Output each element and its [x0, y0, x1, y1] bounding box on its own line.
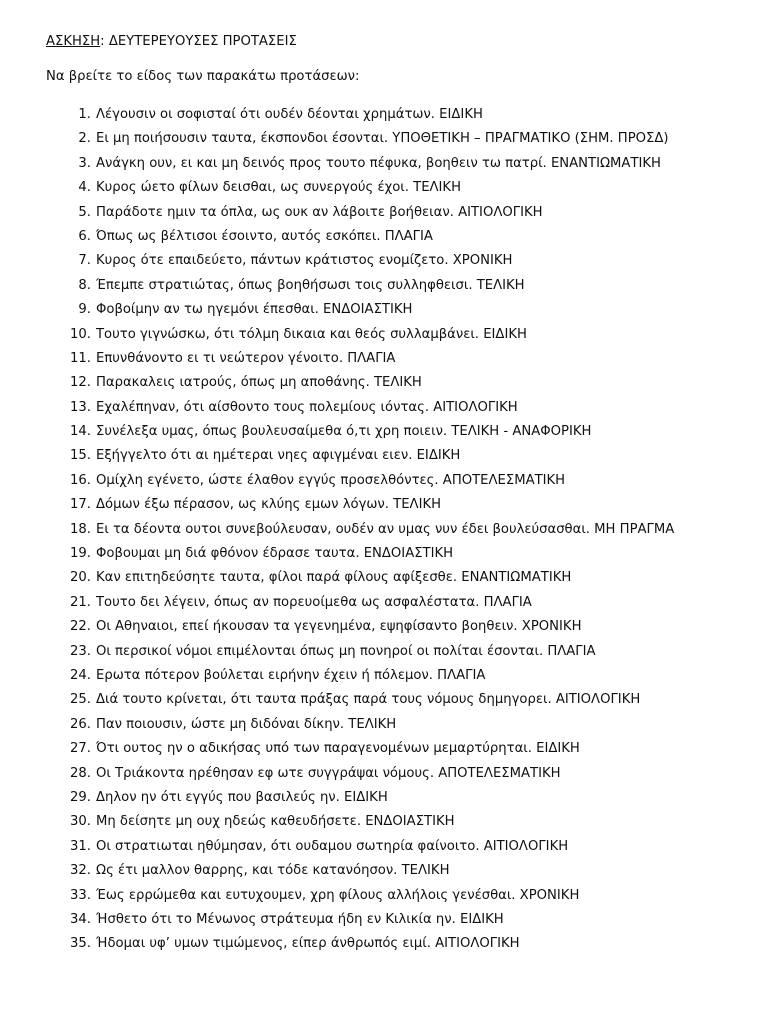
item-text: Τουτο γιγνώσκω, ότι τόλμη δικαια και θεός συλλαμβάνει. ΕΙΔΙΚΗ	[96, 326, 527, 342]
list-item	[46, 180, 756, 204]
item-number: 23.	[70, 643, 91, 659]
item-number: 25.	[70, 692, 91, 708]
list-item	[46, 375, 756, 399]
item-number: 8.	[78, 277, 91, 293]
item-number: 11.	[70, 350, 91, 366]
item-text: Όπως ως βέλτισοι έσοιντο, αυτός εσκόπει. ΠΛΑΓΙΑ	[96, 228, 433, 244]
item-number: 9.	[78, 302, 91, 318]
list-item	[46, 448, 756, 472]
item-text: Μη δείσητε μη ουχ ηδεώς καθευδήσετε. ΕΝΔΟΙΑΣΤΙΚΗ	[96, 814, 455, 830]
item-number: 20.	[70, 570, 91, 586]
list-item	[46, 888, 756, 912]
list-item	[46, 107, 756, 131]
list-item	[46, 570, 756, 594]
item-text: Κυρος ώετο φίλων δεισθαι, ως συνεργούς έχοι. ΤΕΛΙΚΗ	[96, 180, 462, 196]
item-number: 3.	[78, 155, 91, 171]
list-item	[46, 351, 756, 375]
list-item	[46, 668, 756, 692]
item-text: Ήδομαι υφ’ υμων τιμώμενος, είπερ άνθρωπός ειμί. ΑΙΤΙΟΛΟΓΙΚΗ	[96, 936, 520, 952]
item-number: 13.	[70, 399, 91, 415]
title-rest: ΔΕΥΤΕΡΕΥΟΥΣΕΣ ΠΡΟΤΑΣΕΙΣ	[108, 34, 297, 49]
item-text: Οι Αθηναιοι, επεί ήκουσαν τα γεγενημένα, εψηφίσαντο βοηθειν. ΧΡΟΝΙΚΗ	[96, 619, 582, 635]
item-text: Ει τα δέοντα ουτοι συνεβούλευσαν, ουδέν αν υμας νυν έδει βουλεύσασθαι. ΜΗ ΠΡΑΓΜΑ	[96, 521, 675, 537]
item-number: 1.	[78, 107, 91, 122]
list-item	[46, 717, 756, 741]
item-number: 14.	[70, 424, 91, 440]
list-item	[46, 863, 756, 887]
item-text: Παράδοτε ημιν τα όπλα, ως ουκ αν λάβοιτε βοήθειαν. ΑΙΤΙΟΛΟΓΙΚΗ	[96, 204, 543, 220]
list-item	[46, 522, 756, 546]
item-text: Ει μη ποιήσουσιν ταυτα, έκσπονδοι έσονται. ΥΠΟΘΕΤΙΚΗ – ΠΡΑΓΜΑΤΙΚΟ (ΣΗΜ. ΠΡΟΣΔ)	[96, 131, 669, 147]
item-text: Έπεμπε στρατιώτας, όπως βοηθήσωσι τοις συλληφθεισι. ΤΕΛΙΚΗ	[96, 277, 525, 293]
item-number: 26.	[70, 716, 91, 732]
list-item	[46, 741, 756, 765]
item-text: Επυνθάνοντο ει τι νεώτερον γένοιτο. ΠΛΑΓΙΑ	[96, 350, 396, 366]
item-number: 18.	[70, 521, 91, 537]
item-text: Οι περσικοί νόμοι επιμέλονται όπως μη πονηροί οι πολίται έσονται. ΠΛΑΓΙΑ	[96, 643, 596, 659]
item-text: Συνέλεξα υμας, όπως βουλευσαίμεθα ό,τι χρη ποιειν. ΤΕΛΙΚΗ - ΑΝΑΦΟΡΙΚΗ	[96, 424, 592, 440]
title-separator: :	[100, 34, 105, 49]
list-item	[46, 473, 756, 497]
list-item	[46, 278, 756, 302]
list-item	[46, 546, 756, 570]
item-text: Φοβοίμην αν τω ηγεμόνι έπεσθαι. ΕΝΔΟΙΑΣΤΙΚΗ	[96, 302, 413, 318]
item-number: 33.	[70, 887, 91, 903]
list-item	[46, 497, 756, 521]
item-number: 34.	[70, 911, 91, 927]
item-text: Δηλον ην ότι εγγύς που βασιλεύς ην. ΕΙΔΙΚΗ	[96, 789, 388, 805]
item-text: Οι Τριάκοντα ηρέθησαν εφ ωτε συγγράψαι νόμους. ΑΠΟΤΕΛΕΣΜΑΤΙΚΗ	[96, 765, 561, 781]
list-item	[46, 644, 756, 668]
list-item	[46, 814, 756, 838]
list-item	[46, 205, 756, 229]
item-number: 16.	[70, 472, 91, 488]
item-number: 4.	[78, 180, 91, 196]
item-text: Λέγουσιν οι σοφισταί ότι ουδέν δέονται χρημάτων. ΕΙΔΙΚΗ	[96, 107, 483, 122]
item-number: 12.	[70, 375, 91, 391]
item-text: Κυρος ότε επαιδεύετο, πάντων κράτιστος ενομίζετο. ΧΡΟΝΙΚΗ	[96, 253, 513, 269]
page-title	[46, 34, 297, 49]
list-item	[46, 229, 756, 253]
item-number: 15.	[70, 448, 91, 464]
item-text: Ανάγκη ουν, ει και μη δεινός προς τουτο πέφυκα, βοηθειν τω πατρί. ΕΝΑΝΤΙΩΜΑΤΙΚΗ	[96, 155, 661, 171]
item-number: 5.	[78, 204, 91, 220]
item-number: 22.	[70, 619, 91, 635]
list-item	[46, 131, 756, 155]
item-text: Οι στρατιωται ηθύμησαν, ότι ουδαμου σωτηρία φαίνοιτο. ΑΙΤΙΟΛΟΓΙΚΗ	[96, 838, 569, 854]
item-number: 28.	[70, 765, 91, 781]
item-text: Ερωτα πότερον βούλεται ειρήνην έχειν ή πόλεμον. ΠΛΑΓΙΑ	[96, 667, 486, 683]
item-text: Τουτο δει λέγειν, όπως αν πορευοίμεθα ως ασφαλέστατα. ΠΛΑΓΙΑ	[96, 594, 532, 610]
item-text: Διά τουτο κρίνεται, ότι ταυτα πράξας παρά τους νόμους δημηγορει. ΑΙΤΙΟΛΟΓΙΚΗ	[96, 692, 641, 708]
item-number: 6.	[78, 228, 91, 244]
item-text: Εξήγγελτο ότι αι ημέτεραι νηες αφιγμέναι ειεν. ΕΙΔΙΚΗ	[96, 448, 461, 464]
item-text: Δόμων έξω πέρασον, ως κλύης εμων λόγων. ΤΕΛΙΚΗ	[96, 497, 442, 513]
list-item	[46, 936, 756, 960]
item-text: Παρακαλεις ιατρούς, όπως μη αποθάνης. ΤΕΛΙΚΗ	[96, 375, 422, 391]
item-number: 17.	[70, 497, 91, 513]
item-number: 27.	[70, 741, 91, 757]
list-item	[46, 595, 756, 619]
item-text: Έως ερρώμεθα και ευτυχουμεν, χρη φίλους αλλήλοις γενέσθαι. ΧΡΟΝΙΚΗ	[96, 887, 580, 903]
item-number: 7.	[78, 253, 91, 269]
item-text: Ως έτι μαλλον θαρρης, και τόδε κατανόησον. ΤΕΛΙΚΗ	[96, 863, 450, 879]
item-number: 2.	[78, 131, 91, 147]
list-item	[46, 839, 756, 863]
list-item	[46, 156, 756, 180]
list-item	[46, 912, 756, 936]
item-text: Ήσθετο ότι το Μένωνος στράτευμα ήδη εν Κιλικία ην. ΕΙΔΙΚΗ	[96, 911, 504, 927]
item-text: Εχαλέπηναν, ότι αίσθοντο τους πολεμίους ιόντας. ΑΙΤΙΟΛΟΓΙΚΗ	[96, 399, 518, 415]
list-item	[46, 692, 756, 716]
item-text: Φοβουμαι μη διά φθόνον έδρασε ταυτα. ΕΝΔΟΙΑΣΤΙΚΗ	[96, 546, 454, 562]
sentence-list	[46, 107, 756, 961]
item-number: 35.	[70, 936, 91, 952]
item-text: Ότι ουτος ην ο αδικήσας υπό των παραγενομένων μεμαρτύρηται. ΕΙΔΙΚΗ	[96, 741, 580, 757]
item-number: 30.	[70, 814, 91, 830]
item-text: Καν επιτηδεύσητε ταυτα, φίλοι παρά φίλους αφίξεσθε. ΕΝΑΝΤΙΩΜΑΤΙΚΗ	[96, 570, 572, 586]
item-text: Ομίχλη εγένετο, ώστε έλαθον εγγύς προσελθόντες. ΑΠΟΤΕΛΕΣΜΑΤΙΚΗ	[96, 472, 566, 488]
list-item	[46, 302, 756, 326]
list-item	[46, 424, 756, 448]
list-item	[46, 766, 756, 790]
item-number: 29.	[70, 789, 91, 805]
item-number: 10.	[70, 326, 91, 342]
item-number: 24.	[70, 667, 91, 683]
item-number: 21.	[70, 594, 91, 610]
list-item	[46, 253, 756, 277]
item-number: 31.	[70, 838, 91, 854]
title-lead: ΑΣΚΗΣΗ	[46, 34, 101, 49]
list-item	[46, 327, 756, 351]
item-text: Παν ποιουσιν, ώστε μη διδόναι δίκην. ΤΕΛΙΚΗ	[96, 716, 397, 732]
instruction-text: Να βρείτε το είδος των παρακάτω προτάσεων:	[46, 69, 360, 84]
list-item	[46, 619, 756, 643]
list-item	[46, 790, 756, 814]
list-item	[46, 400, 756, 424]
item-number: 19.	[70, 546, 91, 562]
item-number: 32.	[70, 863, 91, 879]
